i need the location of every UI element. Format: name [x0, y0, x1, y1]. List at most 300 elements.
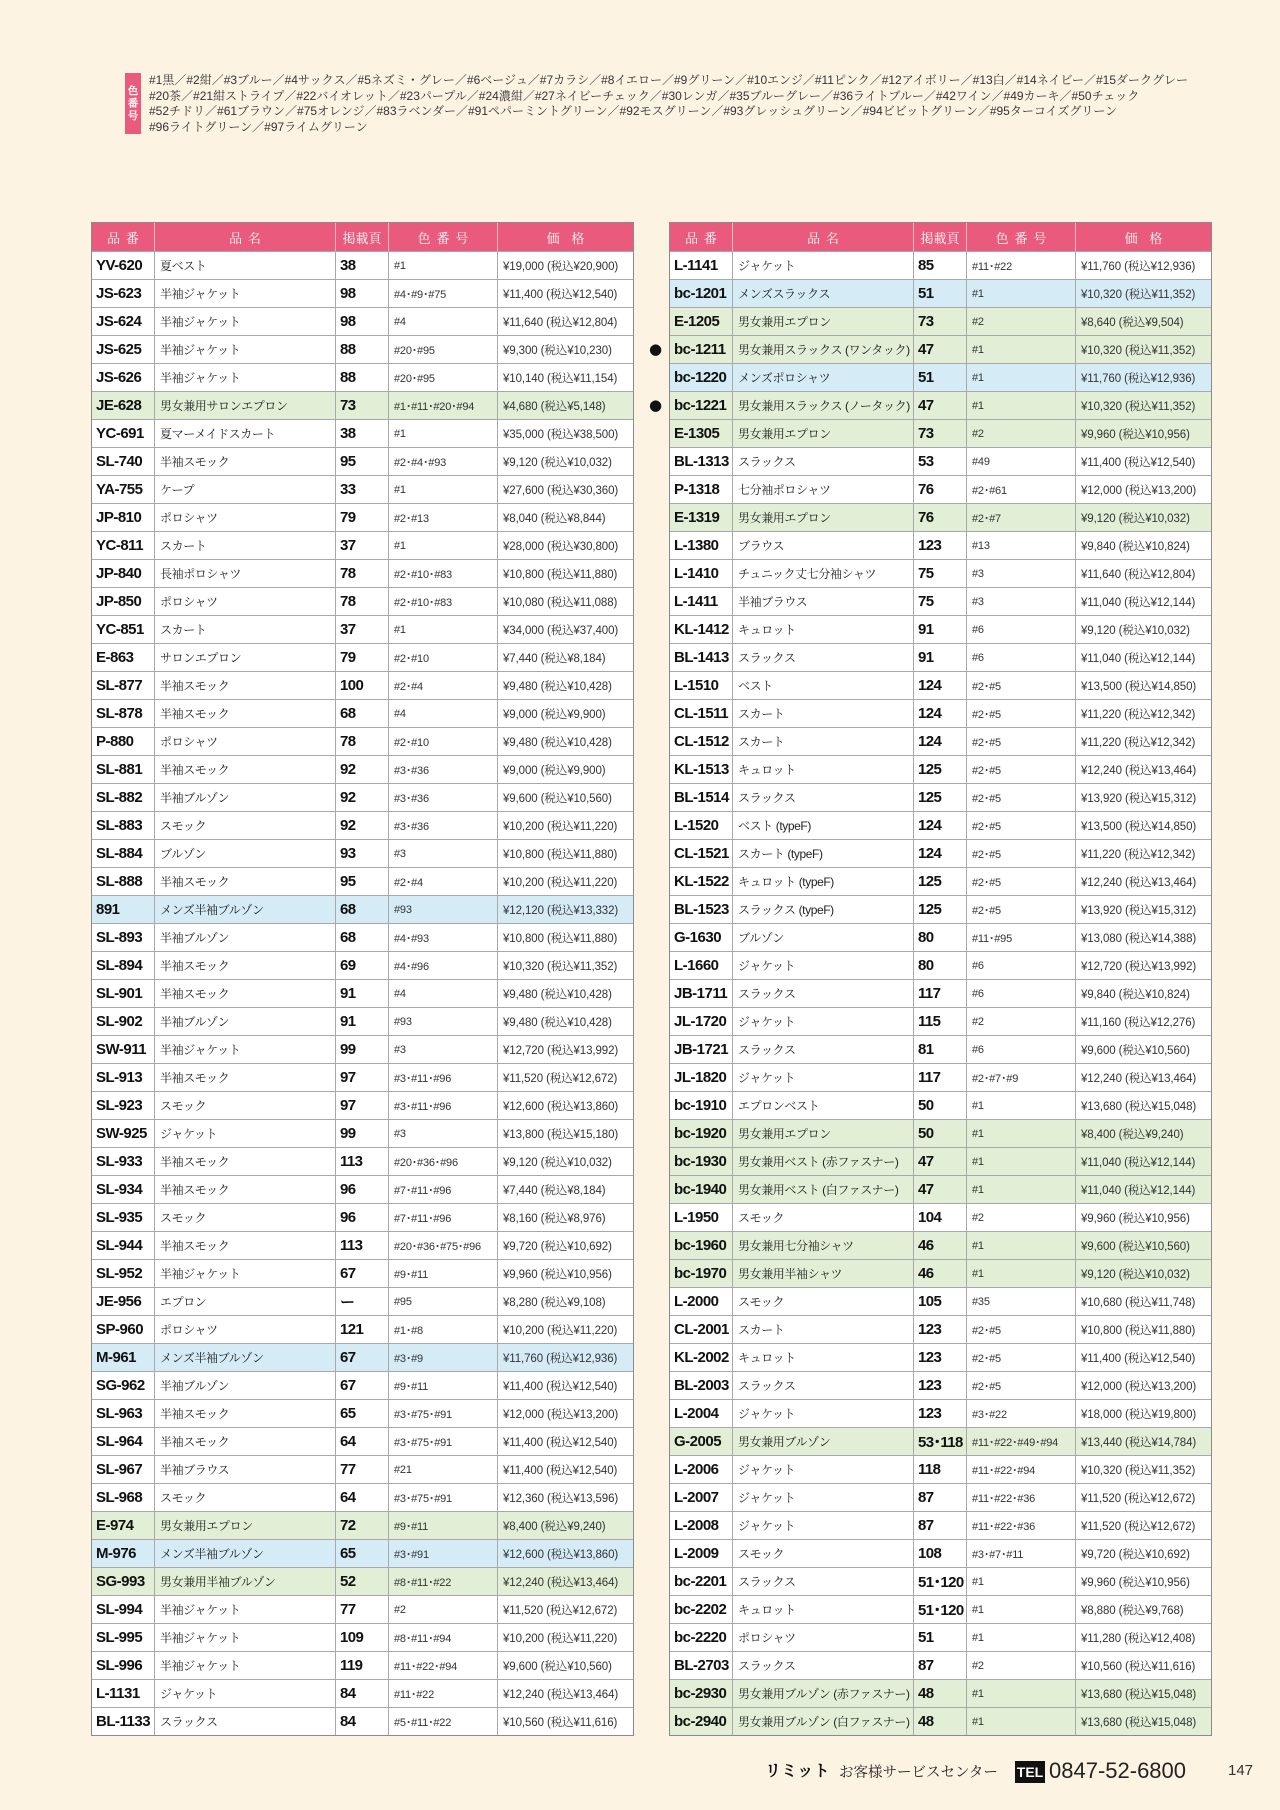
- price: ¥12,000 (税込¥13,200): [1081, 484, 1197, 497]
- color-numbers: #1: [389, 252, 498, 279]
- price: ¥8,400 (税込¥9,240): [503, 1520, 606, 1533]
- price: ¥11,160 (税込¥12,276): [1081, 1016, 1196, 1029]
- product-name: 七分袖ポロシャツ: [733, 476, 914, 503]
- index-row: [670, 1315, 1211, 1343]
- color-numbers: #3･#22: [967, 1400, 1076, 1427]
- price: ¥12,600 (税込¥13,860): [503, 1548, 619, 1561]
- price: ¥11,040 (税込¥12,144): [1081, 1156, 1196, 1169]
- color-numbers: #4･#96: [389, 952, 498, 979]
- price: ¥11,400 (税込¥12,540): [503, 1464, 618, 1477]
- product-name: 男女兼用エプロン: [733, 1120, 914, 1147]
- product-name: 半袖スモック: [155, 1064, 336, 1091]
- color-numbers: #3･#11･#96: [389, 1092, 498, 1119]
- product-name: ジャケット: [733, 1064, 914, 1091]
- color-numbers: #35: [967, 1288, 1076, 1315]
- index-row: [670, 531, 1211, 559]
- price: ¥28,000 (税込¥30,800): [503, 540, 619, 553]
- catalog-page: 51: [914, 280, 967, 307]
- index-row: [92, 1119, 633, 1147]
- column-header-page: 掲載頁: [914, 223, 967, 251]
- product-code: L-1141: [670, 252, 733, 279]
- index-row: [649, 391, 1211, 419]
- index-row: [670, 503, 1211, 531]
- phone-number: 0847-52-6800: [1049, 1758, 1187, 1783]
- product-code: JB-1721: [670, 1036, 733, 1063]
- price: ¥9,720 (税込¥10,692): [503, 1240, 612, 1253]
- product-code: E-974: [92, 1512, 155, 1539]
- product-name: 半袖スモック: [155, 1428, 336, 1455]
- color-numbers: #2･#5: [967, 728, 1076, 755]
- price: ¥12,240 (税込¥13,464): [1081, 1072, 1197, 1085]
- product-code: JS-623: [92, 280, 155, 307]
- index-row: [92, 1259, 633, 1287]
- index-row: [670, 1651, 1211, 1679]
- color-numbers: #2: [967, 420, 1076, 447]
- color-numbers: #6: [967, 952, 1076, 979]
- color-numbers: #21: [389, 1456, 498, 1483]
- product-name: ジャケット: [733, 952, 914, 979]
- product-name: 男女兼用エプロン: [733, 420, 914, 447]
- index-row: [670, 783, 1211, 811]
- index-row: [92, 727, 633, 755]
- product-code: SW-925: [92, 1120, 155, 1147]
- product-name: 半袖ブルゾン: [155, 924, 336, 951]
- catalog-page: 87: [914, 1484, 967, 1511]
- product-name: スモック: [733, 1540, 914, 1567]
- catalog-page: 84: [336, 1680, 389, 1707]
- product-code: L-2009: [670, 1540, 733, 1567]
- product-code: JL-1820: [670, 1064, 733, 1091]
- index-row: [92, 867, 633, 895]
- product-name: ベスト (typeF): [733, 812, 914, 839]
- color-numbers: #11･#22: [967, 252, 1076, 279]
- table-header: [92, 223, 633, 251]
- price: ¥13,080 (税込¥14,388): [1081, 932, 1197, 945]
- catalog-page: 78: [336, 560, 389, 587]
- product-name: スラックス: [733, 1036, 914, 1063]
- index-row: [92, 951, 633, 979]
- product-code: BL-1523: [670, 896, 733, 923]
- index-row: [92, 979, 633, 1007]
- catalog-page: 84: [336, 1708, 389, 1735]
- product-name: ジャケット: [733, 252, 914, 279]
- catalog-page: 64: [336, 1428, 389, 1455]
- column-header-name: 品名: [155, 223, 336, 251]
- color-numbers: #11･#22･#36: [967, 1512, 1076, 1539]
- index-row: [92, 1287, 633, 1315]
- price: ¥11,760 (税込¥12,936): [1081, 372, 1196, 385]
- catalog-page: 98: [336, 308, 389, 335]
- color-numbers: #8･#11･#22: [389, 1568, 498, 1595]
- price: ¥11,220 (税込¥12,342): [1081, 736, 1196, 749]
- catalog-page: 125: [914, 896, 967, 923]
- product-code: SL-994: [92, 1596, 155, 1623]
- catalog-page: 113: [336, 1148, 389, 1175]
- column-header-colors: 色番号: [389, 223, 498, 251]
- product-code: JE-628: [92, 392, 155, 419]
- product-name: スラックス (typeF): [733, 896, 914, 923]
- price: ¥8,640 (税込¥9,504): [1081, 316, 1184, 329]
- price: ¥10,320 (税込¥11,352): [1081, 400, 1196, 413]
- catalog-page: 88: [336, 336, 389, 363]
- product-code: bc-1910: [670, 1092, 733, 1119]
- price: ¥9,600 (税込¥10,560): [503, 792, 612, 805]
- price: ¥13,680 (税込¥15,048): [1081, 1688, 1197, 1701]
- column-header-code: 品番: [92, 223, 155, 251]
- color-numbers: #5･#11･#22: [389, 1708, 498, 1735]
- product-code: SL-884: [92, 840, 155, 867]
- index-row: [670, 1595, 1211, 1623]
- product-code: SL-935: [92, 1204, 155, 1231]
- index-row: [670, 727, 1211, 755]
- product-code: SL-740: [92, 448, 155, 475]
- catalog-page: 124: [914, 728, 967, 755]
- product-name: スラックス: [733, 1652, 914, 1679]
- index-row: [670, 671, 1211, 699]
- color-numbers: #2･#4: [389, 868, 498, 895]
- index-row: [92, 671, 633, 699]
- price: ¥9,960 (税込¥10,956): [1081, 1576, 1190, 1589]
- price: ¥11,640 (税込¥12,804): [1081, 568, 1196, 581]
- index-row: [92, 363, 633, 391]
- catalog-page: 67: [336, 1372, 389, 1399]
- catalog-page: 38: [336, 420, 389, 447]
- index-row: [670, 1007, 1211, 1035]
- product-code: SL-996: [92, 1652, 155, 1679]
- catalog-page: 92: [336, 756, 389, 783]
- catalog-page: 109: [336, 1624, 389, 1651]
- price: ¥9,000 (税込¥9,900): [503, 708, 606, 721]
- product-name: スラックス: [733, 1372, 914, 1399]
- catalog-page: 69: [336, 952, 389, 979]
- product-code: SG-962: [92, 1372, 155, 1399]
- price: ¥10,080 (税込¥11,088): [503, 596, 618, 609]
- price: ¥10,320 (税込¥11,352): [1081, 288, 1196, 301]
- product-name: チュニック丈七分袖シャツ: [733, 560, 914, 587]
- product-name: メンズ半袖ブルゾン: [155, 1344, 336, 1371]
- color-legend-line: #1黒／#2紺／#3ブルー／#4サックス／#5ネズミ・グレー／#6ベージュ／#7カラシ／#8イエロー／#9グリーン／#10エンジ／#11ピンク／#12アイボリー／#13白／#14ネイビー／#15ダークグレー: [149, 73, 1188, 87]
- color-numbers: #1: [967, 1596, 1076, 1623]
- product-index-table-right: [649, 222, 1212, 1736]
- price: ¥34,000 (税込¥37,400): [503, 624, 619, 637]
- product-name: 半袖スモック: [155, 1232, 336, 1259]
- product-code: SL-964: [92, 1428, 155, 1455]
- index-row: [670, 643, 1211, 671]
- product-name: 男女兼用ベスト (白ファスナー): [733, 1176, 914, 1203]
- product-code: BL-2703: [670, 1652, 733, 1679]
- index-row: [670, 1371, 1211, 1399]
- catalog-page: 78: [336, 588, 389, 615]
- index-row: [92, 475, 633, 503]
- product-code: KL-1412: [670, 616, 733, 643]
- catalog-page: 48: [914, 1680, 967, 1707]
- product-code: bc-2940: [670, 1708, 733, 1735]
- product-code: SL-963: [92, 1400, 155, 1427]
- price: ¥9,120 (税込¥10,032): [1081, 624, 1190, 637]
- product-code: M-961: [92, 1344, 155, 1371]
- index-row: [92, 531, 633, 559]
- price: ¥10,320 (税込¥11,352): [503, 960, 618, 973]
- index-row: [670, 1231, 1211, 1259]
- product-name: 半袖スモック: [155, 952, 336, 979]
- product-code: P-880: [92, 728, 155, 755]
- product-code: SL-944: [92, 1232, 155, 1259]
- index-row: [92, 839, 633, 867]
- product-code: KL-2002: [670, 1344, 733, 1371]
- index-row: [92, 1231, 633, 1259]
- new-item-marker: ●: [649, 396, 663, 414]
- product-code: BL-1413: [670, 644, 733, 671]
- color-numbers: #3: [967, 588, 1076, 615]
- price: ¥9,480 (税込¥10,428): [503, 680, 612, 693]
- color-numbers: #2･#5: [967, 756, 1076, 783]
- index-row: [670, 755, 1211, 783]
- color-numbers: #8･#11･#94: [389, 1624, 498, 1651]
- table-body: [649, 251, 1211, 1735]
- price: ¥11,220 (税込¥12,342): [1081, 708, 1196, 721]
- color-numbers: #1: [967, 1176, 1076, 1203]
- product-name: 男女兼用サロンエプロン: [155, 392, 336, 419]
- color-numbers: #9･#11: [389, 1260, 498, 1287]
- catalog-page: 124: [914, 700, 967, 727]
- product-name: ポロシャツ: [155, 504, 336, 531]
- product-code: KL-1513: [670, 756, 733, 783]
- color-numbers: #2: [967, 1204, 1076, 1231]
- color-numbers: #3･#91: [389, 1540, 498, 1567]
- product-code: SG-993: [92, 1568, 155, 1595]
- product-name: 半袖ジャケット: [155, 1260, 336, 1287]
- product-name: 半袖スモック: [155, 980, 336, 1007]
- product-name: エプロン: [155, 1288, 336, 1315]
- index-row: [670, 1567, 1211, 1595]
- color-legend-line: #20茶／#21紺ストライプ／#22バイオレット／#23パープル／#24濃紺／#27ネイビーチェック／#30レンガ／#35ブルーグレー／#36ライトブルー／#42ワイン／#49カーキ／#50チェック: [149, 88, 1140, 103]
- color-numbers: #2･#5: [967, 896, 1076, 923]
- index-row: [670, 1679, 1211, 1707]
- price: ¥10,320 (税込¥11,352): [1081, 344, 1196, 357]
- color-numbers: #4: [389, 308, 498, 335]
- color-numbers: #6: [967, 616, 1076, 643]
- product-name: メンズポロシャツ: [733, 364, 914, 391]
- index-row: [670, 419, 1211, 447]
- index-row: [92, 783, 633, 811]
- product-code: YV-620: [92, 252, 155, 279]
- product-index-table-left: [91, 222, 634, 1736]
- product-name: スカート: [155, 616, 336, 643]
- product-code: SL-923: [92, 1092, 155, 1119]
- product-code: JL-1720: [670, 1008, 733, 1035]
- product-code: L-1411: [670, 588, 733, 615]
- catalog-page: 92: [336, 784, 389, 811]
- product-code: bc-1930: [670, 1148, 733, 1175]
- catalog-page: 47: [914, 392, 967, 419]
- catalog-page: 123: [914, 1316, 967, 1343]
- column-header-price: 価格: [546, 230, 597, 246]
- product-name: 男女兼用半袖シャツ: [733, 1260, 914, 1287]
- index-row: [670, 559, 1211, 587]
- catalog-page: 65: [336, 1400, 389, 1427]
- product-name: 男女兼用スラックス (ノータック): [733, 392, 914, 419]
- index-row: [92, 419, 633, 447]
- color-numbers: #4: [389, 980, 498, 1007]
- index-row: [92, 1175, 633, 1203]
- product-code: SL-877: [92, 672, 155, 699]
- product-code: JS-626: [92, 364, 155, 391]
- product-code: E-1305: [670, 420, 733, 447]
- catalog-page: 124: [914, 812, 967, 839]
- color-numbers: #6: [967, 644, 1076, 671]
- price: ¥11,040 (税込¥12,144): [1081, 652, 1196, 665]
- column-header-price: 価格: [1124, 230, 1175, 246]
- product-name: ジャケット: [733, 1484, 914, 1511]
- color-numbers: #11･#22･#49･#94: [967, 1428, 1076, 1455]
- product-code: JE-956: [92, 1288, 155, 1315]
- catalog-page: 50: [914, 1092, 967, 1119]
- product-code: E-1205: [670, 308, 733, 335]
- product-name: キュロット (typeF): [733, 868, 914, 895]
- index-row: [92, 615, 633, 643]
- product-code: L-1131: [92, 1680, 155, 1707]
- product-name: ジャケット: [155, 1680, 336, 1707]
- price: ¥9,960 (税込¥10,956): [1081, 1212, 1190, 1225]
- product-name: スカート: [733, 728, 914, 755]
- price: ¥19,000 (税込¥20,900): [503, 260, 619, 273]
- color-numbers: #3･#7･#11: [967, 1540, 1076, 1567]
- product-code: P-1318: [670, 476, 733, 503]
- color-numbers: #2･#10: [389, 728, 498, 755]
- price: ¥11,760 (税込¥12,936): [503, 1352, 618, 1365]
- product-code: bc-2202: [670, 1596, 733, 1623]
- price: ¥13,920 (税込¥15,312): [1081, 904, 1197, 917]
- product-code: BL-2003: [670, 1372, 733, 1399]
- product-name: 夏ベスト: [155, 252, 336, 279]
- product-name: 男女兼用ブルゾン (白ファスナー): [733, 1708, 914, 1735]
- product-name: キュロット: [733, 1344, 914, 1371]
- price: ¥10,800 (税込¥11,880): [1081, 1324, 1196, 1337]
- product-name: 半袖スモック: [155, 1176, 336, 1203]
- price: ¥13,500 (税込¥14,850): [1081, 820, 1197, 833]
- catalog-page: 79: [336, 504, 389, 531]
- page-number: 147: [1228, 1762, 1254, 1779]
- catalog-page: 91: [914, 616, 967, 643]
- product-code: bc-1201: [670, 280, 733, 307]
- price: ¥9,480 (税込¥10,428): [503, 1016, 612, 1029]
- product-code: SL-883: [92, 812, 155, 839]
- catalog-page: 80: [914, 952, 967, 979]
- product-name: 男女兼用ブルゾン: [733, 1428, 914, 1455]
- product-name: 半袖ブルゾン: [155, 784, 336, 811]
- catalog-page: 72: [336, 1512, 389, 1539]
- index-row: [92, 643, 633, 671]
- price: ¥12,360 (税込¥13,596): [503, 1492, 619, 1505]
- product-code: SL-878: [92, 700, 155, 727]
- index-row: [92, 1007, 633, 1035]
- catalog-page: 68: [336, 924, 389, 951]
- price: ¥12,240 (税込¥13,464): [1081, 876, 1197, 889]
- product-name: キュロット: [733, 1596, 914, 1623]
- price: ¥9,600 (税込¥10,560): [1081, 1240, 1190, 1253]
- product-code: JS-625: [92, 336, 155, 363]
- price: ¥13,920 (税込¥15,312): [1081, 792, 1197, 805]
- catalog-page: 123: [914, 1372, 967, 1399]
- color-numbers: #1: [389, 532, 498, 559]
- catalog-page: 108: [914, 1540, 967, 1567]
- catalog-page: 118: [914, 1456, 967, 1483]
- color-numbers: #4: [389, 700, 498, 727]
- index-row: [92, 1343, 633, 1371]
- price: ¥10,140 (税込¥11,154): [503, 372, 618, 385]
- price: ¥11,280 (税込¥12,408): [1081, 1632, 1196, 1645]
- product-name: メンズ半袖ブルゾン: [155, 1540, 336, 1567]
- product-code: L-1510: [670, 672, 733, 699]
- product-name: 半袖スモック: [155, 1400, 336, 1427]
- color-numbers: #2･#5: [967, 784, 1076, 811]
- catalog-page: 92: [336, 812, 389, 839]
- product-code: CL-2001: [670, 1316, 733, 1343]
- color-numbers: #2･#4･#93: [389, 448, 498, 475]
- price: ¥13,680 (税込¥15,048): [1081, 1100, 1197, 1113]
- catalog-page: 95: [336, 448, 389, 475]
- price: ¥11,520 (税込¥12,672): [503, 1604, 618, 1617]
- product-code: SL-967: [92, 1456, 155, 1483]
- product-name: 半袖スモック: [155, 1148, 336, 1175]
- price: ¥10,680 (税込¥11,748): [1081, 1296, 1196, 1309]
- color-numbers: #6: [967, 980, 1076, 1007]
- price: ¥10,800 (税込¥11,880): [503, 932, 618, 945]
- color-numbers: #4･#9･#75: [389, 280, 498, 307]
- catalog-page: 125: [914, 784, 967, 811]
- index-row: [670, 1035, 1211, 1063]
- price: ¥11,040 (税込¥12,144): [1081, 596, 1196, 609]
- index-row: [670, 699, 1211, 727]
- product-code: YA-755: [92, 476, 155, 503]
- product-code: SW-911: [92, 1036, 155, 1063]
- color-numbers: #1: [967, 364, 1076, 391]
- catalog-page: 97: [336, 1092, 389, 1119]
- color-numbers: #2･#5: [967, 700, 1076, 727]
- index-row: [670, 363, 1211, 391]
- color-numbers: #11･#22: [389, 1680, 498, 1707]
- catalog-page: 51: [914, 1624, 967, 1651]
- product-name: メンズ半袖ブルゾン: [155, 896, 336, 923]
- index-row: [670, 1707, 1211, 1735]
- product-code: bc-1970: [670, 1260, 733, 1287]
- price: ¥11,520 (税込¥12,672): [1081, 1492, 1196, 1505]
- product-code: SL-934: [92, 1176, 155, 1203]
- color-numbers: #13: [967, 532, 1076, 559]
- color-numbers: #1: [967, 1680, 1076, 1707]
- price: ¥7,440 (税込¥8,184): [503, 652, 606, 665]
- catalog-page: 51･120: [914, 1596, 967, 1623]
- color-numbers: #3: [967, 560, 1076, 587]
- product-code: 891: [92, 896, 155, 923]
- catalog-page: 77: [336, 1456, 389, 1483]
- price: ¥11,520 (税込¥12,672): [1081, 1520, 1196, 1533]
- product-code: JP-850: [92, 588, 155, 615]
- color-numbers: #3: [389, 840, 498, 867]
- product-name: 半袖スモック: [155, 868, 336, 895]
- product-code: bc-1960: [670, 1232, 733, 1259]
- index-row: [92, 447, 633, 475]
- product-code: JP-840: [92, 560, 155, 587]
- product-name: ジャケット: [733, 1400, 914, 1427]
- color-numbers: #2･#5: [967, 840, 1076, 867]
- color-numbers: #1･#11･#20･#94: [389, 392, 498, 419]
- product-code: SL-882: [92, 784, 155, 811]
- product-code: SP-960: [92, 1316, 155, 1343]
- product-name: 半袖ジャケット: [155, 308, 336, 335]
- color-numbers: #11･#22･#94: [967, 1456, 1076, 1483]
- product-code: JB-1711: [670, 980, 733, 1007]
